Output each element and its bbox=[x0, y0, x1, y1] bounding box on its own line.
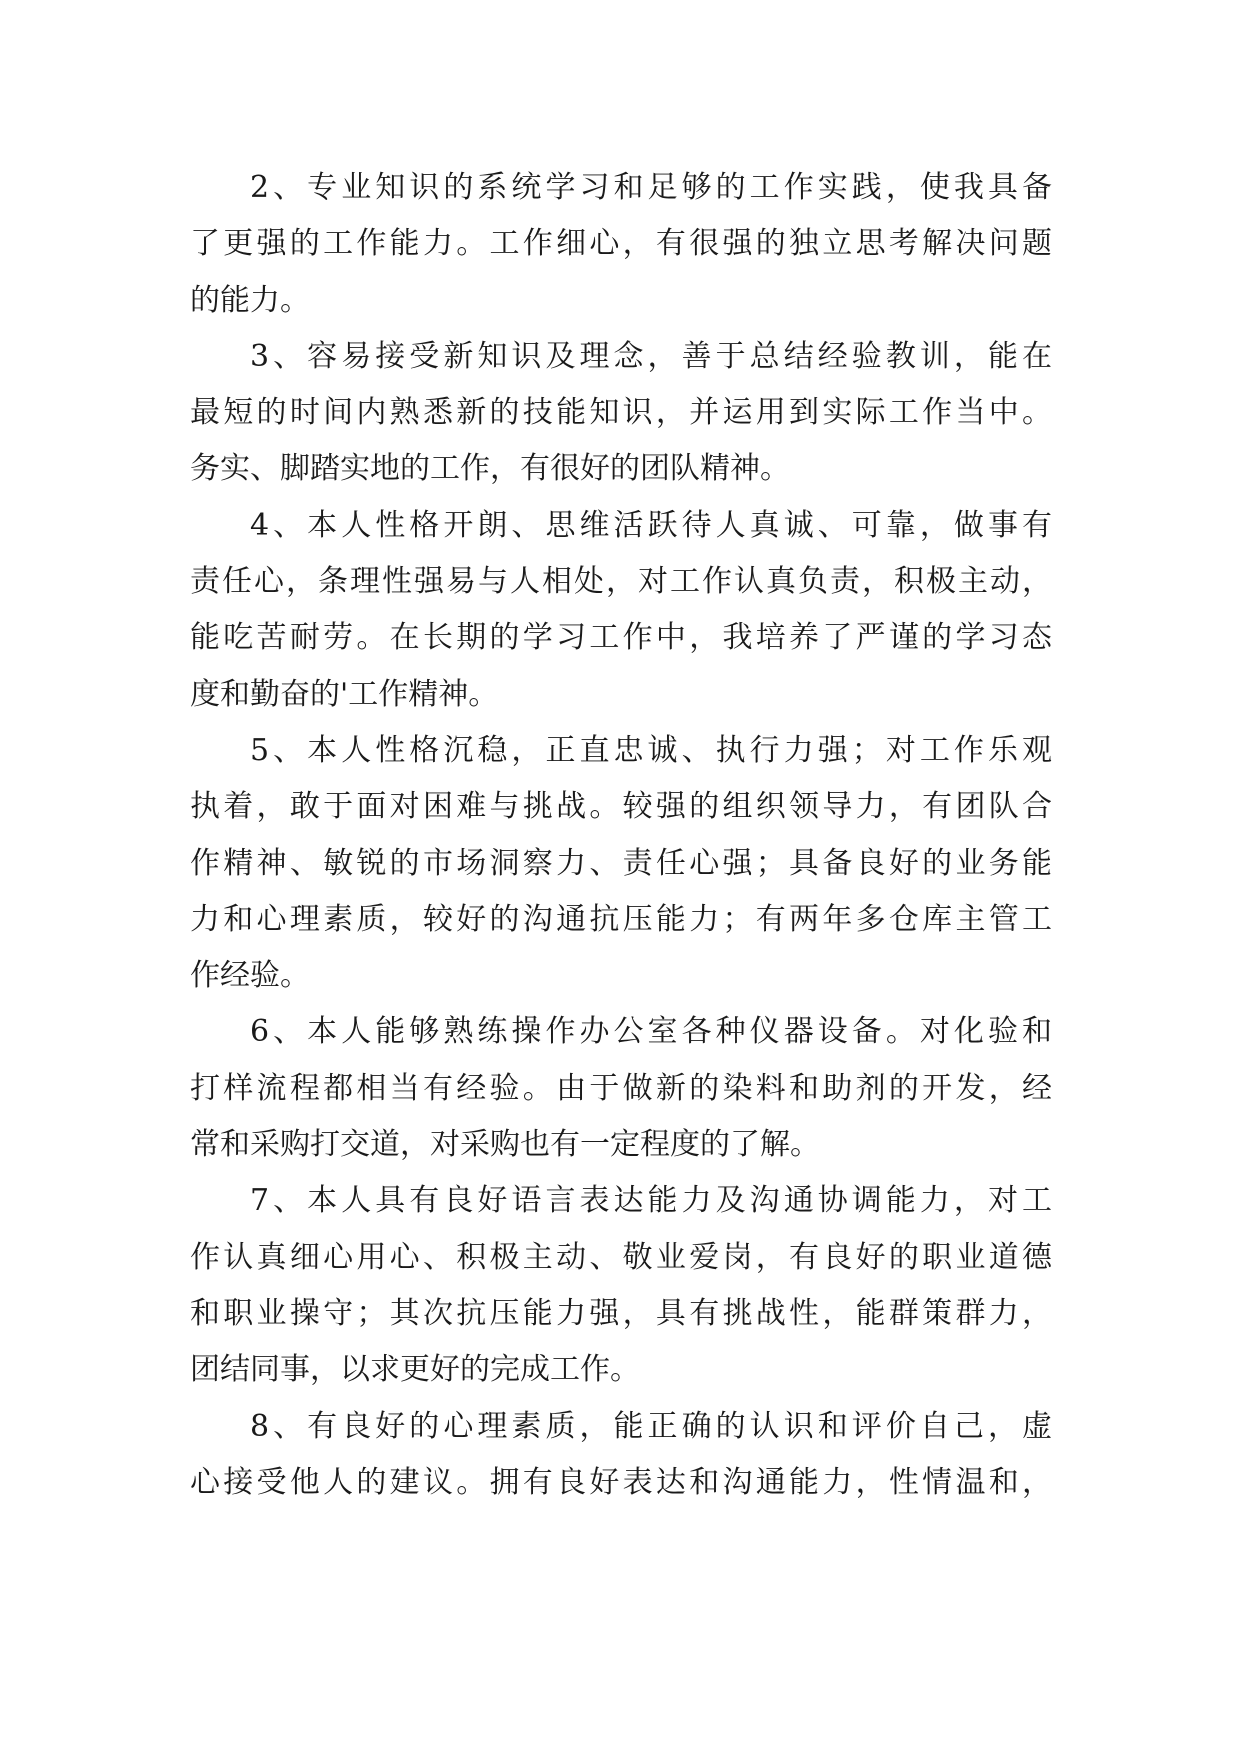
text-line: 务实、脚踏实地的工作，有很好的团队精神。 bbox=[190, 451, 790, 487]
paragraph-2 bbox=[190, 160, 1052, 329]
text-line: 执着，敢于面对困难与挑战。较强的组织领导力，有团队合 bbox=[190, 789, 1052, 825]
text-line: 3、容易接受新知识及理念，善于总结经验教训，能在 bbox=[250, 338, 1052, 374]
text-line: 2、专业知识的系统学习和足够的工作实践，使我具备 bbox=[250, 170, 1052, 205]
text-line: 能吃苦耐劳。在长期的学习工作中，我培养了严谨的学习态 bbox=[190, 620, 1052, 656]
text-line: 5、本人性格沉稳，正直忠诚、执行力强；对工作乐观 bbox=[250, 732, 1052, 768]
text-line: 作经验。 bbox=[190, 958, 310, 994]
paragraph-6 bbox=[190, 1004, 1052, 1173]
text-line: 度和勤奋的'工作精神。 bbox=[190, 676, 499, 712]
paragraph-3 bbox=[190, 329, 1052, 498]
text-line: 8、有良好的心理素质，能正确的认识和评价自己，虚 bbox=[250, 1408, 1052, 1444]
text-line: 6、本人能够熟练操作办公室各种仪器设备。对化验和 bbox=[250, 1014, 1052, 1050]
paragraph-5 bbox=[190, 723, 1052, 1004]
text-line: 7、本人具有良好语言表达能力及沟通协调能力，对工 bbox=[250, 1183, 1052, 1219]
paragraph-4 bbox=[190, 498, 1052, 723]
text-line: 4、本人性格开朗、思维活跃待人真诚、可靠，做事有 bbox=[250, 507, 1052, 543]
text-line: 和职业操守；其次抗压能力强，具有挑战性，能群策群力， bbox=[190, 1295, 1052, 1331]
text-line: 责任心，条理性强易与人相处，对工作认真负责，积极主动， bbox=[190, 564, 1052, 600]
text-line: 打样流程都相当有经验。由于做新的染料和助剂的开发，经 bbox=[190, 1070, 1052, 1106]
text-line: 最短的时间内熟悉新的技能知识，并运用到实际工作当中。 bbox=[190, 395, 1052, 431]
text-line: 心接受他人的建议。拥有良好表达和沟通能力，性情温和， bbox=[190, 1464, 1052, 1500]
document-body bbox=[190, 160, 1052, 1511]
paragraph-8 bbox=[190, 1399, 1052, 1512]
text-line: 的能力。 bbox=[190, 282, 310, 318]
paragraph-7 bbox=[190, 1173, 1052, 1398]
text-line: 力和心理素质，较好的沟通抗压能力；有两年多仓库主管工 bbox=[190, 901, 1052, 937]
text-line: 了更强的工作能力。工作细心，有很强的独立思考解决问题 bbox=[190, 226, 1052, 262]
text-line: 团结同事，以求更好的完成工作。 bbox=[190, 1352, 640, 1388]
text-line: 常和采购打交道，对采购也有一定程度的了解。 bbox=[190, 1127, 820, 1163]
text-line: 作精神、敏锐的市场洞察力、责任心强；具备良好的业务能 bbox=[190, 845, 1052, 881]
text-line: 作认真细心用心、积极主动、敬业爱岗，有良好的职业道德 bbox=[190, 1239, 1052, 1275]
